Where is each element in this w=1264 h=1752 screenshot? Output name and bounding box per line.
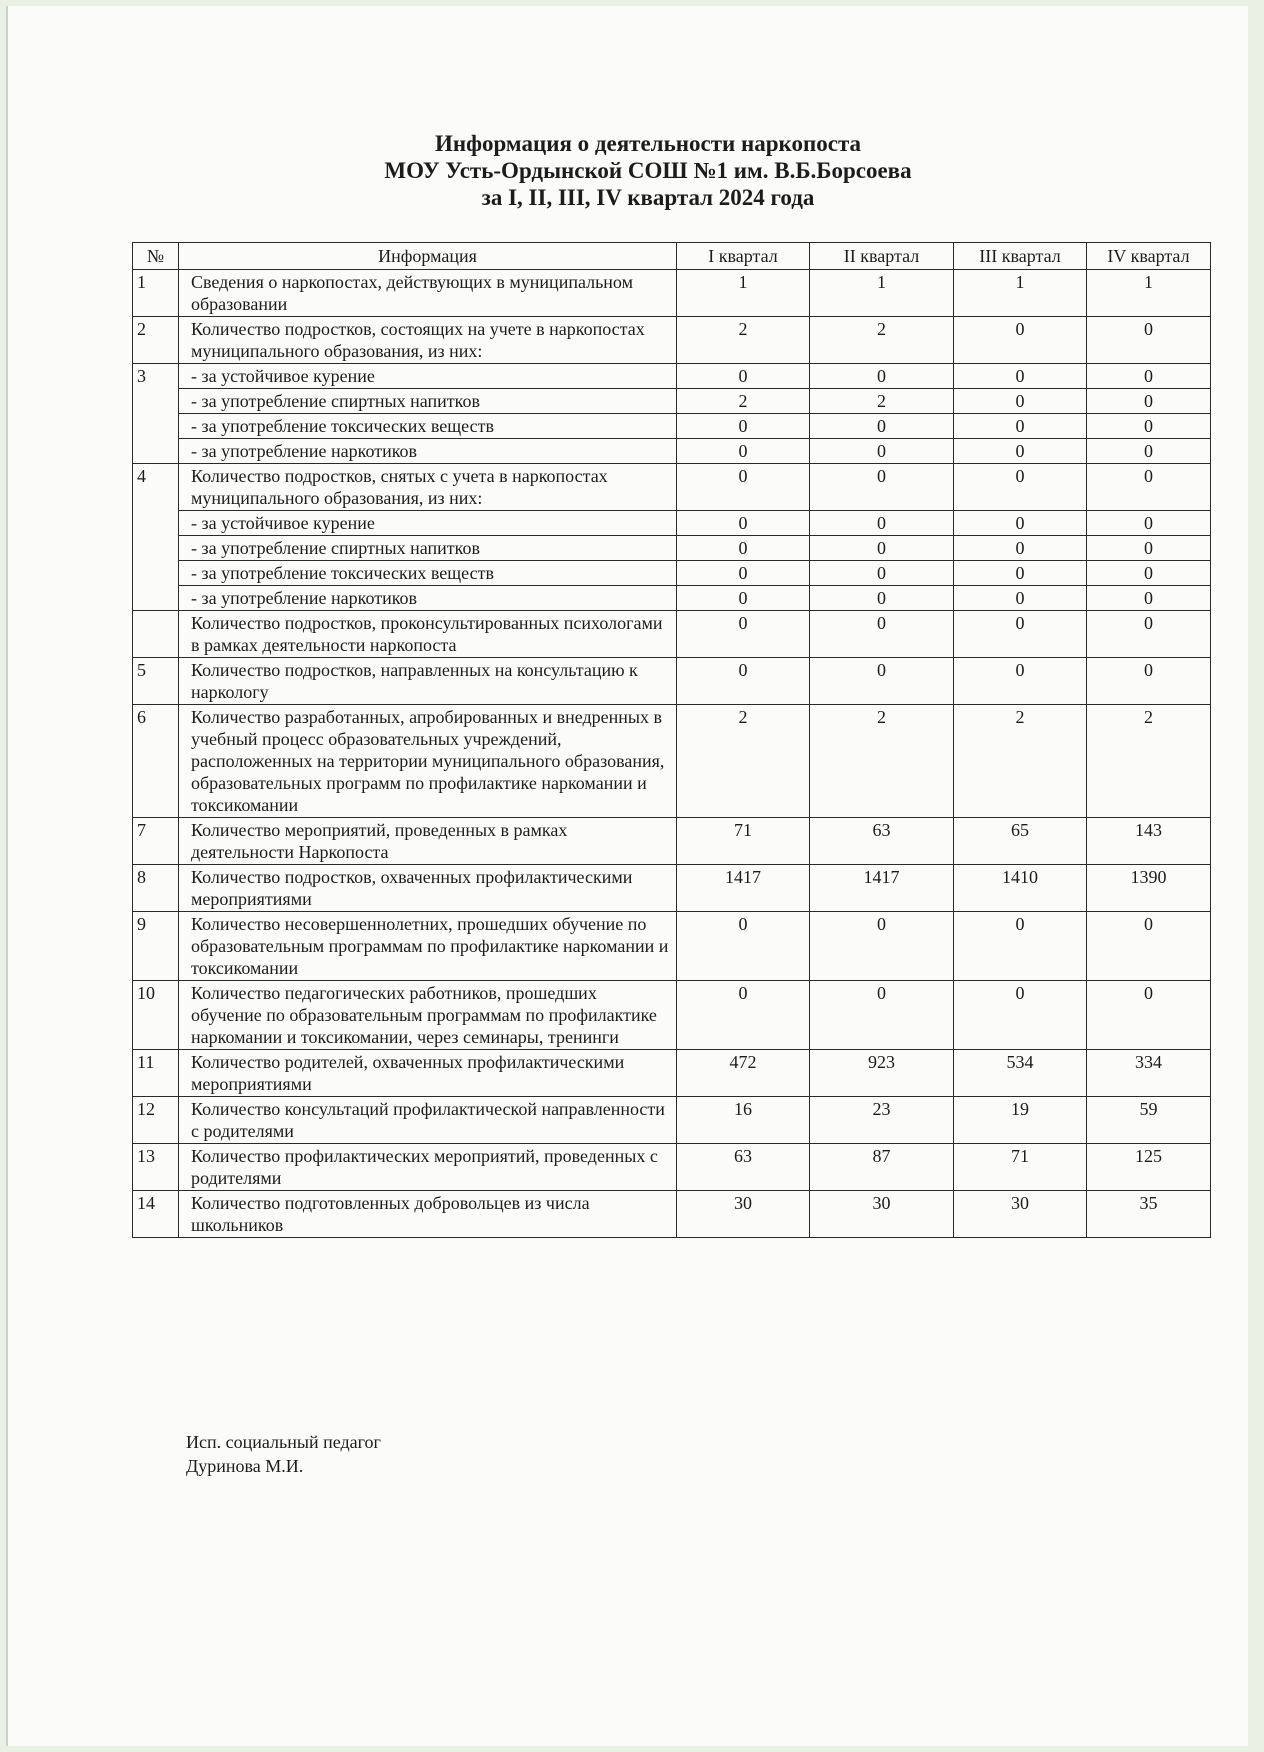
row-q1-value: 0 — [677, 364, 810, 389]
row-info: Количество консультаций профилактической направленности с родителями — [179, 1097, 677, 1144]
row-q1-value: 1 — [677, 270, 810, 317]
row-q4-value: 0 — [1087, 981, 1211, 1050]
row-q1-value: 0 — [677, 912, 810, 981]
row-q2-value: 2 — [810, 317, 954, 364]
table-row — [133, 389, 1211, 414]
row-info: - за употребление наркотиков — [179, 586, 677, 611]
row-q1-value: 0 — [677, 464, 810, 511]
row-q2-value: 0 — [810, 364, 954, 389]
row-number — [133, 414, 179, 439]
row-q2-value: 1417 — [810, 865, 954, 912]
row-q2-value: 0 — [810, 981, 954, 1050]
table-header-row — [133, 243, 1211, 270]
row-info: - за устойчивое курение — [179, 364, 677, 389]
row-number: 5 — [133, 658, 179, 705]
row-q4-value: 1 — [1087, 270, 1211, 317]
row-q2-value: 0 — [810, 611, 954, 658]
row-info: Количество подростков, снятых с учета в наркопостах муниципального образования, из них: — [179, 464, 677, 511]
row-number: 11 — [133, 1050, 179, 1097]
row-q3-value: 0 — [954, 981, 1087, 1050]
row-number: 4 — [133, 464, 179, 511]
row-info: Количество разработанных, апробированных и внедренных в учебный процесс образовательных учреждений, расположенных на территории муниципального образования, образовательных программ по профилактике наркомании и токсикомании — [179, 705, 677, 818]
table-row — [133, 270, 1211, 317]
row-q3-value: 534 — [954, 1050, 1087, 1097]
row-q4-value: 0 — [1087, 561, 1211, 586]
row-info: Количество подготовленных добровольцев из числа школьников — [179, 1191, 677, 1238]
table-row — [133, 981, 1211, 1050]
row-q3-value: 1 — [954, 270, 1087, 317]
row-q1-value: 1417 — [677, 865, 810, 912]
row-q2-value: 0 — [810, 912, 954, 981]
row-q1-value: 0 — [677, 611, 810, 658]
row-q1-value: 30 — [677, 1191, 810, 1238]
row-q2-value: 0 — [810, 536, 954, 561]
row-number: 10 — [133, 981, 179, 1050]
row-number — [133, 586, 179, 611]
row-q1-value: 0 — [677, 658, 810, 705]
row-q2-value: 1 — [810, 270, 954, 317]
row-q1-value: 16 — [677, 1097, 810, 1144]
signature-name: Дуринова М.И. — [186, 1456, 304, 1476]
row-q2-value: 87 — [810, 1144, 954, 1191]
row-number: 13 — [133, 1144, 179, 1191]
row-info: Количество подростков, состоящих на учете в наркопостах муниципального образования, из них: — [179, 317, 677, 364]
row-info: Сведения о наркопостах, действующих в муниципальном образовании — [179, 270, 677, 317]
row-q1-value: 71 — [677, 818, 810, 865]
title-line-2: МОУ Усть-Ордынской СОШ №1 им. В.Б.Борсоева — [384, 158, 912, 183]
signature-block — [186, 1430, 381, 1478]
row-info: - за устойчивое курение — [179, 511, 677, 536]
row-q4-value: 0 — [1087, 611, 1211, 658]
row-number: 6 — [133, 705, 179, 818]
table-row — [133, 818, 1211, 865]
row-q3-value: 0 — [954, 317, 1087, 364]
row-q1-value: 2 — [677, 389, 810, 414]
table-row — [133, 865, 1211, 912]
row-info: - за употребление токсических веществ — [179, 414, 677, 439]
row-number: 8 — [133, 865, 179, 912]
table-row — [133, 705, 1211, 818]
row-q3-value: 0 — [954, 912, 1087, 981]
row-q3-value: 1410 — [954, 865, 1087, 912]
row-q2-value: 30 — [810, 1191, 954, 1238]
header-info: Информация — [179, 243, 677, 270]
row-q1-value: 2 — [677, 317, 810, 364]
row-number — [133, 389, 179, 414]
row-q1-value: 0 — [677, 439, 810, 464]
row-q2-value: 2 — [810, 389, 954, 414]
row-q2-value: 0 — [810, 586, 954, 611]
row-q3-value: 0 — [954, 561, 1087, 586]
row-info: - за употребление спиртных напитков — [179, 389, 677, 414]
row-info: Количество родителей, охваченных профилактическими мероприятиями — [179, 1050, 677, 1097]
row-info: Количество подростков, проконсультированных психологами в рамках деятельности наркопоста — [179, 611, 677, 658]
row-number — [133, 611, 179, 658]
row-q4-value: 0 — [1087, 317, 1211, 364]
table-row — [133, 1097, 1211, 1144]
row-info: Количество мероприятий, проведенных в рамках деятельности Наркопоста — [179, 818, 677, 865]
row-q3-value: 0 — [954, 464, 1087, 511]
table-row — [133, 1191, 1211, 1238]
row-q1-value: 2 — [677, 705, 810, 818]
row-q1-value: 0 — [677, 511, 810, 536]
table-row — [133, 464, 1211, 511]
table-row — [133, 658, 1211, 705]
row-q4-value: 0 — [1087, 439, 1211, 464]
row-q4-value: 0 — [1087, 464, 1211, 511]
row-q3-value: 65 — [954, 818, 1087, 865]
row-info: Количество подростков, охваченных профилактическими мероприятиями — [179, 865, 677, 912]
row-number: 7 — [133, 818, 179, 865]
row-q1-value: 472 — [677, 1050, 810, 1097]
table-row — [133, 912, 1211, 981]
row-number — [133, 511, 179, 536]
row-q3-value: 30 — [954, 1191, 1087, 1238]
row-q3-value: 19 — [954, 1097, 1087, 1144]
row-q3-value: 0 — [954, 536, 1087, 561]
row-q4-value: 0 — [1087, 658, 1211, 705]
row-q4-value: 0 — [1087, 389, 1211, 414]
row-number — [133, 536, 179, 561]
header-q2: II квартал — [810, 243, 954, 270]
row-q4-value: 59 — [1087, 1097, 1211, 1144]
row-info: - за употребление наркотиков — [179, 439, 677, 464]
row-number: 2 — [133, 317, 179, 364]
row-info: Количество педагогических работников, прошедших обучение по образовательным программам по профилактике наркомании и токсикомании, через семинары, тренинги — [179, 981, 677, 1050]
row-q4-value: 143 — [1087, 818, 1211, 865]
row-number: 12 — [133, 1097, 179, 1144]
row-info: Количество несовершеннолетних, прошедших обучение по образовательным программам по профилактике наркомании и токсикомании — [179, 912, 677, 981]
row-q4-value: 0 — [1087, 912, 1211, 981]
table-row — [133, 439, 1211, 464]
row-q2-value: 2 — [810, 705, 954, 818]
row-number — [133, 439, 179, 464]
row-q2-value: 0 — [810, 511, 954, 536]
table-row — [133, 511, 1211, 536]
row-q2-value: 0 — [810, 464, 954, 511]
row-info: - за употребление токсических веществ — [179, 561, 677, 586]
row-q3-value: 0 — [954, 389, 1087, 414]
row-q4-value: 35 — [1087, 1191, 1211, 1238]
row-q4-value: 0 — [1087, 586, 1211, 611]
row-q2-value: 23 — [810, 1097, 954, 1144]
row-q4-value: 0 — [1087, 414, 1211, 439]
row-number: 9 — [133, 912, 179, 981]
signature-role: Исп. социальный педагог — [186, 1432, 381, 1452]
table-row — [133, 1144, 1211, 1191]
header-q3: III квартал — [954, 243, 1087, 270]
row-q2-value: 63 — [810, 818, 954, 865]
row-q3-value: 2 — [954, 705, 1087, 818]
row-q3-value: 0 — [954, 439, 1087, 464]
row-number: 3 — [133, 364, 179, 389]
row-q4-value: 2 — [1087, 705, 1211, 818]
table-body — [133, 270, 1211, 1238]
row-number — [133, 561, 179, 586]
row-q2-value: 923 — [810, 1050, 954, 1097]
row-q4-value: 1390 — [1087, 865, 1211, 912]
row-number: 14 — [133, 1191, 179, 1238]
row-info: Количество профилактических мероприятий, проведенных с родителями — [179, 1144, 677, 1191]
row-q3-value: 0 — [954, 414, 1087, 439]
document-sheet — [6, 6, 1248, 1746]
table-row — [133, 536, 1211, 561]
table-row — [133, 317, 1211, 364]
row-q3-value: 0 — [954, 611, 1087, 658]
row-q2-value: 0 — [810, 414, 954, 439]
row-q4-value: 334 — [1087, 1050, 1211, 1097]
table-row — [133, 586, 1211, 611]
row-q1-value: 0 — [677, 586, 810, 611]
row-q4-value: 0 — [1087, 511, 1211, 536]
row-q3-value: 0 — [954, 586, 1087, 611]
row-q3-value: 0 — [954, 658, 1087, 705]
row-q2-value: 0 — [810, 658, 954, 705]
row-q1-value: 63 — [677, 1144, 810, 1191]
row-info: Количество подростков, направленных на консультацию к наркологу — [179, 658, 677, 705]
header-number: № — [133, 243, 179, 270]
row-q2-value: 0 — [810, 439, 954, 464]
row-q4-value: 0 — [1087, 536, 1211, 561]
row-q3-value: 0 — [954, 511, 1087, 536]
report-table — [132, 242, 1211, 1238]
row-info: - за употребление спиртных напитков — [179, 536, 677, 561]
header-q1: I квартал — [677, 243, 810, 270]
row-q3-value: 71 — [954, 1144, 1087, 1191]
table-row — [133, 561, 1211, 586]
table-row — [133, 611, 1211, 658]
row-q3-value: 0 — [954, 364, 1087, 389]
row-q1-value: 0 — [677, 414, 810, 439]
header-q4: IV квартал — [1087, 243, 1211, 270]
table-row — [133, 1050, 1211, 1097]
title-line-3: за I, II, III, IV квартал 2024 года — [481, 185, 815, 210]
row-q1-value: 0 — [677, 561, 810, 586]
title-line-1: Информация о деятельности наркопоста — [434, 131, 862, 156]
row-q2-value: 0 — [810, 561, 954, 586]
row-q4-value: 125 — [1087, 1144, 1211, 1191]
table-row — [133, 364, 1211, 389]
document-title — [0, 130, 1264, 211]
row-q1-value: 0 — [677, 981, 810, 1050]
row-number: 1 — [133, 270, 179, 317]
row-q1-value: 0 — [677, 536, 810, 561]
table-row — [133, 414, 1211, 439]
row-q4-value: 0 — [1087, 364, 1211, 389]
